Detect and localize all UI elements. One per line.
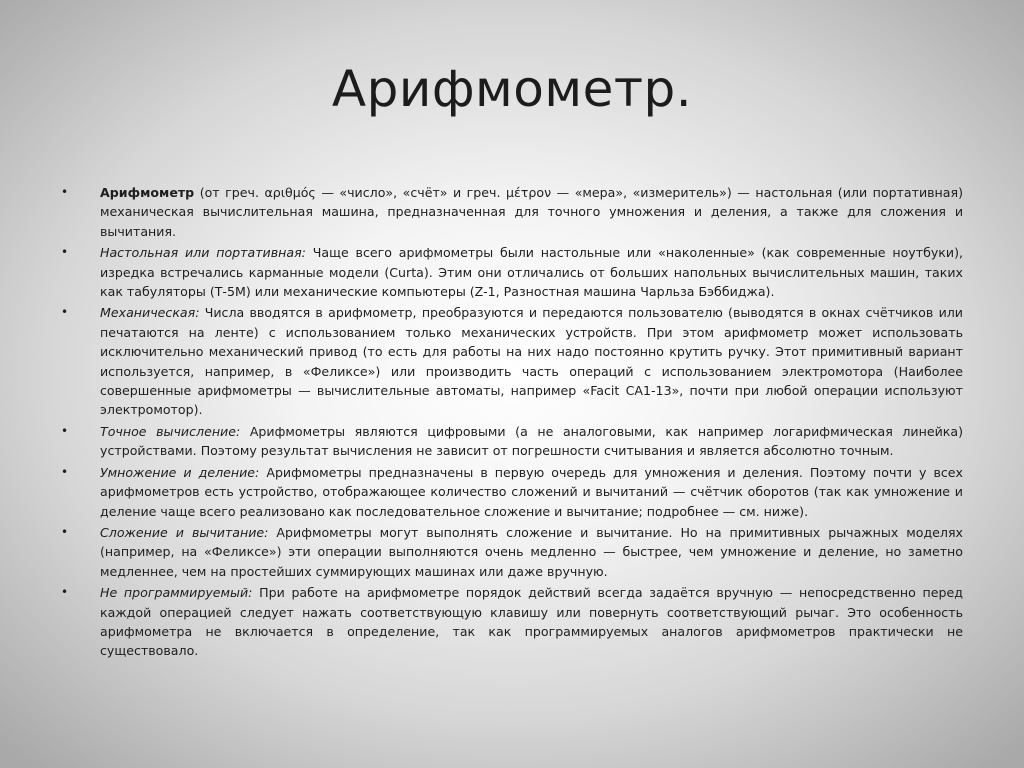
list-item xyxy=(58,463,963,521)
item-text: Числа вводятся в арифмометр, преобразуются и передаются пользователю (выводятся в окнах счётчиков или печатаются на ленте) с использованием только механических устройств. При этом арифмометр может использовать исключительно механический привод (то есть для работы на них надо постоянно крутить ручку. Этот примитивный вариант используется, например, в «Феликсе») или производить часть операций с использованием электромотора (Наиболее совершенные арифмометры — вычислительные автоматы, например «Facit CA1-13», почти при любой операции используют электромотор). xyxy=(100,305,963,418)
list-item xyxy=(58,523,963,581)
list-item xyxy=(58,183,963,241)
list-item xyxy=(58,422,963,461)
item-text: При работе на арифмометре порядок действий всегда задаётся вручную — непосредственно перед каждой операцией следует нажать соответствующую клавишу или повернуть соответствующий рычаг. Это особенность арифмометра не включается в определение, так как программируемых аналогов арифмометров практически не существовало. xyxy=(100,585,963,659)
bullet-list xyxy=(58,183,963,663)
item-term: Арифмометр xyxy=(100,185,195,200)
item-text: Чаще всего арифмометры были настольные или «наколенные» (как современные ноутбуки), изредка встречались карманные модели (Curta). Этим они отличались от больших напольных вычислительных машин, таких как табуляторы (Т-5М) или механические компьютеры (Z-1, Разностная машина Чарльза Бэббиджа). xyxy=(100,245,964,300)
item-term: Не программируемый: xyxy=(100,585,253,601)
bullet-icon: • xyxy=(61,245,69,260)
item-term: Механическая: xyxy=(100,305,200,321)
item-term: Умножение и деление: xyxy=(100,464,260,480)
bullet-icon: • xyxy=(61,585,69,600)
list-item xyxy=(58,243,963,301)
item-term: Точное вычисление: xyxy=(100,423,241,439)
item-text: (от греч. αριθμός — «число», «счёт» и греч. μέτρον — «мера», «измеритель») — настольная (или портативная) механическая вычислительная машина, предназначенная для точного умножения и деления, а также для сложения и вычитания. xyxy=(100,185,963,239)
item-text: Арифмометры могут выполнять сложение и вычитание. Но на примитивных рычажных моделях (например, на «Феликсе») эти операции выполняются очень медленно — быстрее, чем умножение и деление, но заметно медленнее, чем на простейших суммирующих машинах или даже вручную. xyxy=(100,524,963,579)
item-text: Арифмометры предназначены в первую очередь для умножения и деления. Поэтому почти у всех арифмометров есть устройство, отображающее количество сложений и вычитаний — счётчик оборотов (так как умножение и деление чаще всего реализовано как последовательное сложение и вычитание; подробнее — см. ниже). xyxy=(100,464,964,519)
bullet-icon: • xyxy=(61,524,69,539)
slide-title: Арифмометр. xyxy=(331,60,693,118)
item-term: Сложение и вычитание: xyxy=(100,524,269,540)
bullet-icon: • xyxy=(61,185,69,199)
bullet-icon: • xyxy=(61,464,69,479)
item-text: Арифмометры являются цифровыми (а не аналоговыми, как например логарифмическая линейка) устройствами. Поэтому результат вычисления не зависит от погрешности считывания и является абсолютно точным. xyxy=(100,423,963,459)
item-term: Настольная или портативная: xyxy=(100,245,306,261)
list-item xyxy=(58,583,963,661)
list-item xyxy=(58,303,963,419)
bullet-icon: • xyxy=(61,305,69,320)
bullet-icon: • xyxy=(61,423,69,438)
